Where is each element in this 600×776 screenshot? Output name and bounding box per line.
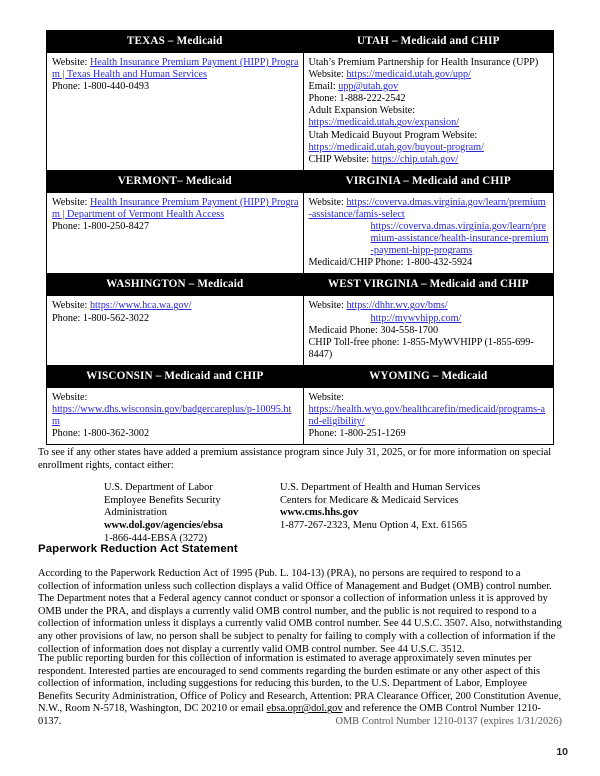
table-body — [47, 31, 554, 445]
virginia-famis-link[interactable]: https://coverva.dmas.virginia.gov/learn/premium-assistance/famis-select — [308, 196, 546, 220]
cell-line: Utah’s Premium Partnership for Health Insurance (UPP) — [308, 57, 539, 68]
omb-control-footer: OMB Control Number 1210-0137 (expires 1/31/2026) — [335, 716, 562, 727]
cell-line: Phone: 1-888-222-2542 — [308, 93, 406, 105]
cell-line — [309, 221, 550, 257]
contact-website[interactable]: www.dol.gov/agencies/ebsa — [104, 520, 223, 532]
table-row — [47, 296, 554, 365]
cell-line — [309, 154, 550, 166]
line-label: CHIP Website: — [308, 153, 372, 165]
virginia-hipp-link[interactable]: https://coverva.dmas.virginia.gov/learn/premium-assistance/health-insurance-premium-payment-hipp-programs — [370, 221, 549, 257]
state-cell-wisconsin — [47, 387, 304, 444]
table-row — [47, 53, 554, 171]
cell-line: Phone: 1-800-250-8427 — [52, 221, 150, 233]
cell-line — [52, 197, 299, 221]
contact-dol — [38, 482, 280, 546]
line-label: Website: — [52, 300, 90, 312]
state-header-virginia: VIRGINIA – Medicaid and CHIP — [303, 170, 554, 192]
state-cell-utah — [303, 53, 554, 171]
utah-buyout-link[interactable]: https://medicaid.utah.gov/buyout-program/ — [308, 141, 484, 153]
line-label: Website: — [52, 57, 90, 68]
cell-line: Phone: 1-800-562-3022 — [52, 312, 150, 324]
state-cell-wyoming — [303, 387, 554, 444]
cell-line: Phone: 1-800-251-1269 — [308, 428, 406, 440]
cell-line — [309, 197, 550, 221]
hipp-program-link[interactable]: Health Insurance Premium Payment (HIPP) Program | Texas Health and Human Services — [52, 57, 299, 81]
state-header-wisconsin: WISCONSIN – Medicaid and CHIP — [47, 365, 304, 387]
vermont-hipp-link[interactable]: Health Insurance Premium Payment (HIPP) Program | Department of Vermont Health Access — [52, 196, 299, 220]
cell-line — [309, 142, 550, 154]
cell-line: Medicaid Phone: 304-558-1700 — [308, 324, 439, 336]
cell-line — [309, 300, 550, 312]
line-label: Email: — [308, 81, 339, 93]
state-cell-texas — [47, 53, 304, 171]
cell-line: Medicaid/CHIP Phone: 1-800-432-5924 — [308, 257, 473, 269]
state-cell-washington — [47, 296, 304, 365]
cell-line: Website: — [52, 391, 88, 403]
washington-hca-link[interactable]: https://www.hca.wa.gov/ — [89, 300, 192, 312]
table-row — [47, 387, 554, 444]
wv-bms-link[interactable]: https://dhhr.wv.gov/bms/ — [346, 300, 448, 312]
state-header-wyoming: WYOMING – Medicaid — [303, 365, 554, 387]
state-cell-virginia — [303, 192, 554, 274]
table-header-row — [47, 170, 554, 192]
intro-paragraph: To see if any other states have added a premium assistance program since July 31, 2025, or for more information on special enrollment rights, contact either: — [38, 447, 552, 471]
wisconsin-badgercare-link[interactable]: https://www.dhs.wisconsin.gov/badgercareplus/p-10095.htm — [52, 403, 292, 428]
pra-text-after-email: and reference the OMB Control Number 1210-0137. — [38, 703, 541, 727]
contact-website[interactable]: www.cms.hhs.gov — [280, 507, 359, 519]
cell-line — [52, 57, 299, 81]
cell-line: Phone: 1-800-440-0493 — [52, 81, 150, 93]
state-header-texas: TEXAS – Medicaid — [47, 31, 304, 53]
contact-phone: 1-866-444-EBSA (3272) — [104, 532, 208, 544]
cell-line — [52, 404, 299, 428]
table-row — [47, 192, 554, 274]
line-label: Website: — [52, 196, 90, 208]
cell-line — [309, 117, 550, 129]
table-header-row — [47, 274, 554, 296]
state-cell-west-virginia — [303, 296, 554, 365]
table-header-row — [47, 31, 554, 53]
contact-office: Centers for Medicare & Medicaid Services — [280, 494, 459, 506]
state-header-utah: UTAH – Medicaid and CHIP — [303, 31, 554, 53]
contact-phone: 1-877-267-2323, Menu Option 4, Ext. 61565 — [280, 520, 468, 532]
state-header-vermont: VERMONT– Medicaid — [47, 170, 304, 192]
pra-section-heading: Paperwork Reduction Act Statement — [38, 543, 238, 555]
cell-line — [309, 69, 550, 81]
cell-line: Website: — [308, 391, 344, 403]
contact-hhs — [280, 482, 540, 546]
cell-line: Phone: 1-800-362-3002 — [52, 428, 150, 440]
mywvhipp-link[interactable]: http://mywvhipp.com/ — [370, 312, 462, 324]
contact-agency: U.S. Department of Health and Human Services — [280, 482, 481, 493]
cell-line: Adult Expansion Website: — [308, 105, 416, 117]
line-label: Website: — [308, 196, 347, 208]
line-label: Website: — [308, 300, 347, 312]
utah-expansion-link[interactable]: https://medicaid.utah.gov/expansion/ — [308, 117, 460, 129]
cell-line — [309, 313, 550, 325]
cell-line — [52, 300, 299, 312]
wyoming-medicaid-link[interactable]: https://health.wyo.gov/healthcarefin/medicaid/programs-and-eligibility/ — [308, 403, 546, 428]
state-cell-vermont — [47, 192, 304, 274]
state-medicaid-chip-table — [46, 30, 554, 445]
state-header-washington: WASHINGTON – Medicaid — [47, 274, 304, 296]
cell-line — [309, 81, 550, 93]
upp-website-link[interactable]: https://medicaid.utah.gov/upp/ — [346, 69, 471, 81]
state-header-west-virginia: WEST VIRGINIA – Medicaid and CHIP — [303, 274, 554, 296]
ebsa-email-link[interactable]: ebsa.opr@dol.gov — [266, 703, 343, 715]
utah-chip-link[interactable]: https://chip.utah.gov/ — [371, 153, 459, 165]
contact-block — [38, 482, 562, 546]
upp-email-link[interactable]: upp@utah.gov — [338, 81, 399, 93]
line-label: Website: — [308, 69, 347, 81]
contact-agency: U.S. Department of Labor — [104, 482, 213, 493]
page-number: 10 — [556, 746, 568, 758]
contact-office: Employee Benefits Security Administration — [104, 494, 221, 519]
table-header-row — [47, 365, 554, 387]
cell-line: CHIP Toll-free phone: 1-855-MyWVHIPP (1-855-699-8447) — [308, 336, 534, 360]
cell-line: Utah Medicaid Buyout Program Website: — [308, 129, 478, 141]
pra-text-before-email: The public reporting burden for this collection of information is estimated to average approximately seven minutes per respondent. Interested parties are encouraged to send comments regarding the burden estimate or any other aspect of this collection of information, including suggestions for reducing this burden, to the U.S. Department of Labor, Employee Benefits Security Administration, Office of Policy and Research, Attention: PRA Clearance Officer, 200 Constitution Avenue, N.W., Room N-5718, Washington, DC 20210 or email — [38, 653, 562, 715]
pra-paragraph-1: According to the Paperwork Reduction Act of 1995 (Pub. L. 104-13) (PRA), no persons are required to respond to a collection of information unless such collection displays a valid Office of Management and Budget (OMB) control number. The Department notes that a Federal agency cannot conduct or sponsor a collection of information unless it is approved by OMB under the PRA, and displays a currently valid OMB control number, and the public is not required to respond to a collection of information unless it displays a currently valid OMB control number. See 44 U.S.C. 3507. Also, notwithstanding any other provisions of law, no person shall be subject to penalty for failing to comply with a collection of information if the collection of information does not display a currently valid OMB control number. See 44 U.S.C. 3512. — [38, 568, 562, 655]
cell-line — [309, 404, 550, 428]
